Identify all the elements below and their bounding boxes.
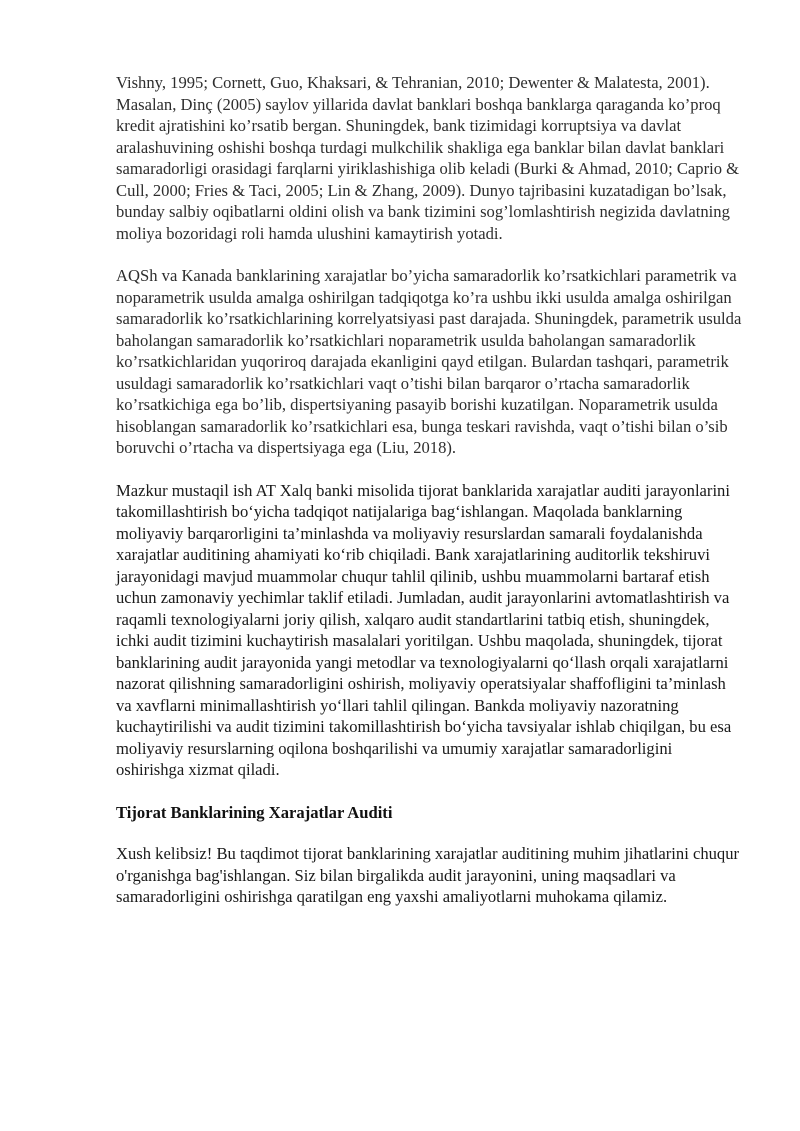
paragraph-abstract: Mazkur mustaqil ish AT Xalq banki misolida tijorat banklarida xarajatlar auditi jarayonlarini takomillashtirish bo‘yicha tadqiqot natijalariga bag‘ishlangan. Maqolada banklarning moliyaviy barqarorligini ta’minlashda va moliyaviy resurslardan samarali foydalanishda xarajatlar auditining ahamiyati ko‘rib chiqiladi. Bank xarajatlarining auditorlik tekshiruvi jarayonidagi mavjud muammolar chuqur tahlil qilinib, ushbu muammolarni bartaraf etish uchun zamonaviy yechimlar taklif etiladi. Jumladan, audit jarayonlarini avtomatlashtirish va raqamli texnologiyalarni joriy qilish, xalqaro audit standartlarini tatbiq etish, shuningdek, ichki audit tizimini kuchaytirish masalalari yoritilgan. Ushbu maqolada, shuningdek, tijorat banklarining audit jarayonida yangi metodlar va texnologiyalarni qo‘llash orqali xarajatlarni nazorat qilishning samaradorligini oshirish, moliyaviy operatsiyalar shaffofligini ta’minlash va xavflarni minimallashtirish yo‘llari tahlil qilingan. Bankda moliyaviy nazoratning kuchaytirilishi va audit tizimini takomillashtirish bo‘yicha tavsiyalar ishlab chiqilgan, bu esa moliyaviy resurslarning oqilona boshqarilishi va umumiy xarajatlar samaradorligini oshirishga xizmat qiladi. <box>116 480 732 779</box>
document-page <box>116 72 744 929</box>
paragraph-intro: Xush kelibsiz! Bu taqdimot tijorat banklarining xarajatlar auditining muhim jihatlarini chuqur o'rganishga bag'ishlangan. Siz bilan birgalikda audit jarayonini, uning maqsadlari va samaradorligini oshirishga qaratilgan eng yaxshi amaliyotlarni muhokama qilamiz. <box>116 844 740 906</box>
paragraph-efficiency-study: AQSh va Kanada banklarining xarajatlar bo’yicha samaradorlik ko’rsatkichlari parametrik va noparametrik usulda amalga oshirilgan tadqiqotga ko’ra ushbu ikki usulda amalga oshirilgan samaradorlik ko’rsatkichlarining korrelyatsiyasi past darajada. Shuningdek, parametrik usulda baholangan samaradorlik ko’rsatkichlari noparametrik usulda baholangan samaradorlik ko’rsatkichlaridan yuqoriroq darajada ekanligini qayd etilgan. Bulardan tashqari, parametrik usuldagi samaradorlik ko’rsatkichlari vaqt o’tishi bilan barqaror o’rtacha samaradorlik ko’rsatkichiga ega bo’lib, dispertsiyaning pasayib borishi kuzatilgan. Noparametrik usulda hisoblangan samaradorlik ko’rsatkichlari esa, bunga teskari ravishda, vaqt o’tishi bilan o’sib boruvchi o’rtacha va dispertsiyaga ega (Liu, 2018). <box>116 266 742 457</box>
section-heading: Tijorat Banklarining Xarajatlar Auditi <box>116 802 393 822</box>
paragraph-literature-review: Vishny, 1995; Cornett, Guo, Khaksari, & Tehranian, 2010; Dewenter & Malatesta, 2001). Masalan, Dinç (2005) saylov yillarida davlat banklari boshqa banklarga qaraganda ko’proq kredit ajratishini ko’rsatib bergan. Shuningdek, bank tizimidagi korruptsiya va davlat aralashuvining oshishi boshqa turdagi mulkchilik shakliga ega banklar bilan davlat banklari samaradorligi orasidagi farqlarni yiriklashishiga olib keladi (Burki & Ahmad, 2010; Caprio & Cull, 2000; Fries & Taci, 2005; Lin & Zhang, 2009). Dunyo tajribasini kuzatadigan bo’lsak, bunday salbiy oqibatlarni oldini olish va bank tizimini sog’lomlashtirish negizida davlatning moliya bozoridagi roli hamda ulushini kamaytirish yotadi. <box>116 73 740 243</box>
